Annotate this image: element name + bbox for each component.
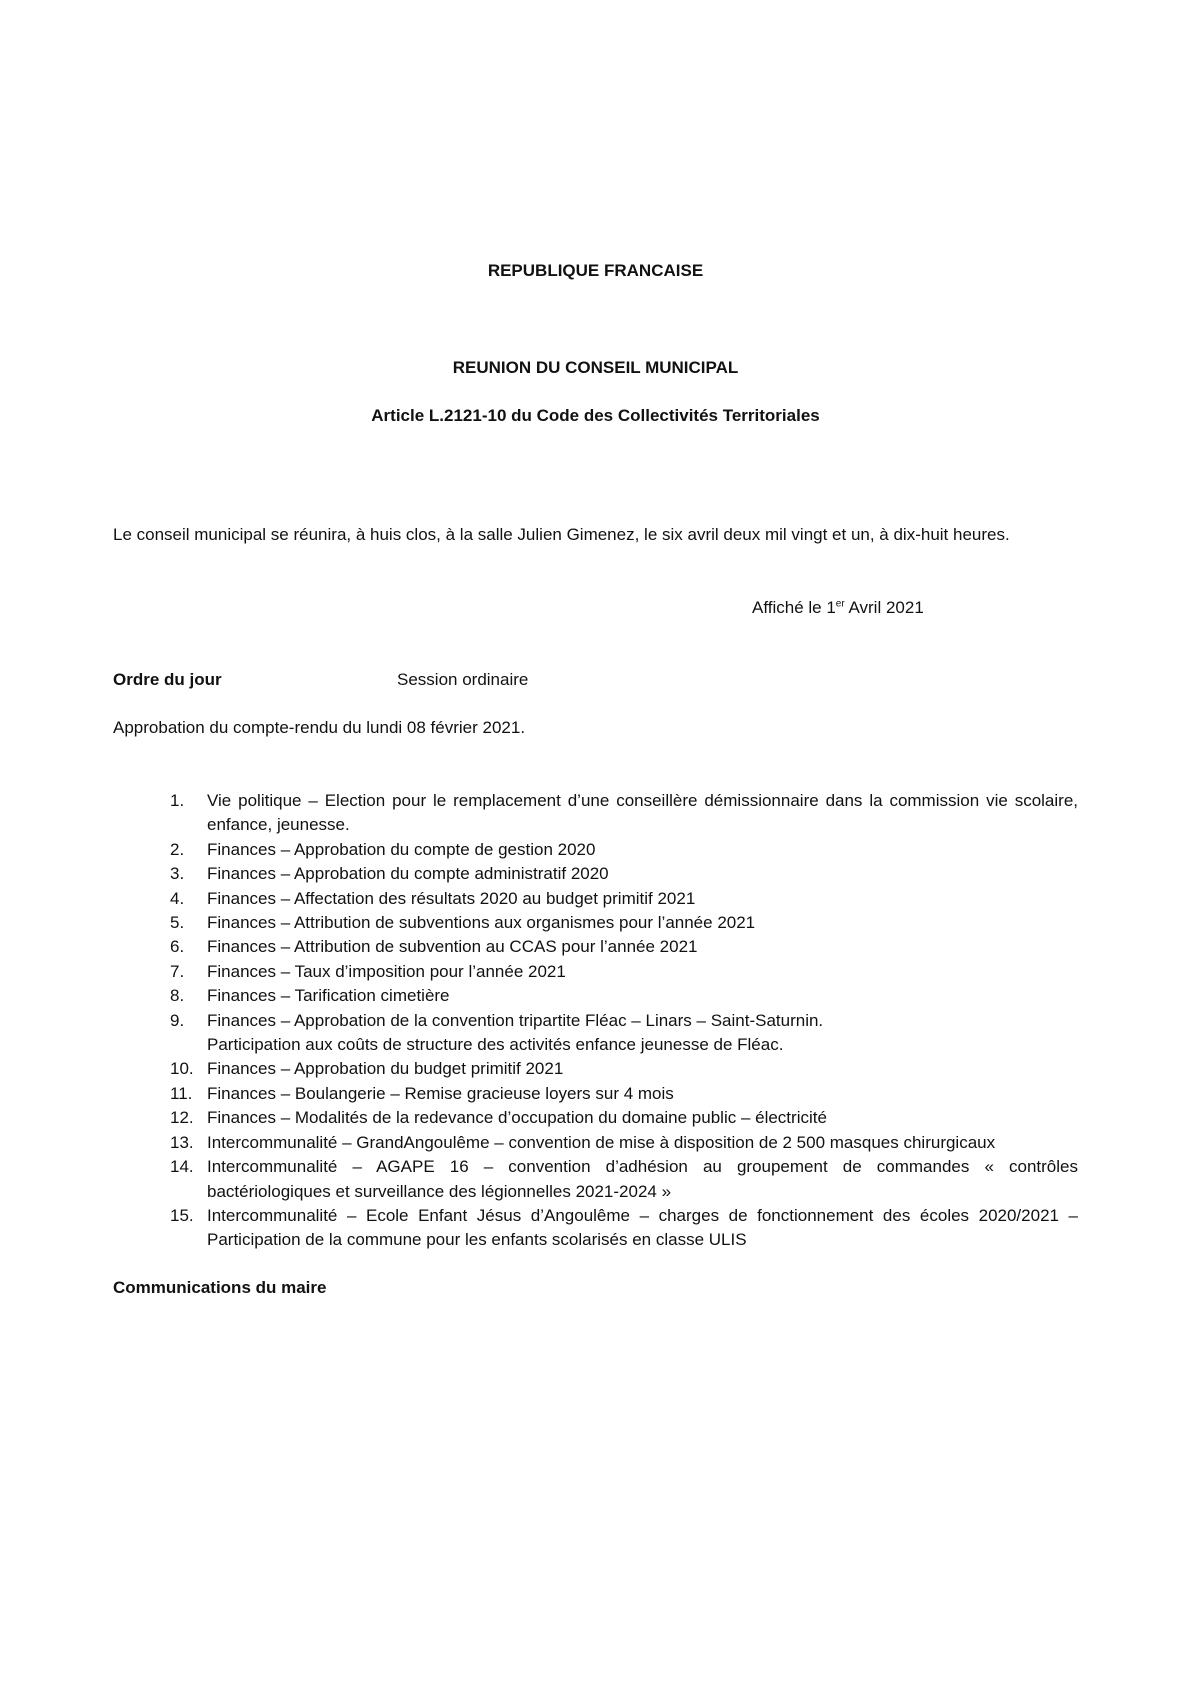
agenda-item [170,838,1078,862]
agenda-item-number: 7. [170,961,185,981]
agenda-item-number: 3. [170,864,185,884]
agenda-item-number: 12. [170,1108,194,1128]
meeting-announcement: Le conseil municipal se réunira, à huis clos, à la salle Julien Gimenez, le six avril deux mil vingt et un, à dix-huit heures. [113,525,1010,544]
agenda-item [170,862,1078,886]
agenda-item-text: Finances – Taux d’imposition pour l’année 2021 [207,961,566,981]
agenda-item [170,935,1078,959]
agenda-item-text: Finances – Modalités de la redevance d’occupation du domaine public – électricité [207,1108,827,1128]
agenda-item [170,1009,1078,1058]
agenda-item-number: 13. [170,1132,194,1152]
agenda-item [170,1082,1078,1106]
agenda-item [170,1155,1078,1204]
agenda-item-text: Intercommunalité – AGAPE 16 – convention d’adhésion au groupement de commandes « contrôles bactériologiques et surveillance des légionnelles 2021-2024 » [207,1157,1078,1201]
agenda-item [170,960,1078,984]
agenda-item-number: 6. [170,937,185,957]
agenda-item [170,911,1078,935]
agenda-item-number: 11. [170,1083,193,1103]
agenda-item [170,1106,1078,1130]
agenda-item-number: 15. [170,1205,194,1225]
minutes-approval: Approbation du compte-rendu du lundi 08 février 2021. [113,718,526,737]
posted-date-prefix: Affiché le 1 [752,598,836,617]
agenda-item-number: 1. [170,791,185,810]
posted-date-suffix: Avril 2021 [844,598,924,617]
agenda-item [170,789,1078,838]
agenda-item-number: 8. [170,986,185,1006]
agenda-label: Ordre du jour [113,670,222,689]
agenda-item-text: Finances – Approbation du compte de gestion 2020 [207,839,596,859]
republic-heading: REPUBLIQUE FRANCAISE [487,261,704,280]
agenda-item-text: Finances – Boulangerie – Remise gracieuse loyers sur 4 mois [207,1083,674,1103]
agenda-item-text: Intercommunalité – Ecole Enfant Jésus d’Angoulême – charges de fonctionnement des écoles 2020/2021 – Participation de la commune pour les enfants scolarisés en classe ULIS [207,1205,1078,1250]
meeting-title: REUNION DU CONSEIL MUNICIPAL [452,358,739,377]
agenda-item-number: 9. [170,1010,185,1030]
posted-date [752,596,924,620]
agenda-item-text: Finances – Approbation du compte administratif 2020 [207,864,609,884]
article-reference: Article L.2121-10 du Code des Collectivités Territoriales [371,406,820,425]
agenda-item-text: Vie politique – Election pour le remplacement d’une conseillère démissionnaire dans la commission vie scolaire, enfance, jeunesse. [207,791,1078,835]
agenda-item-number: 10. [170,1059,194,1079]
mayor-communications-heading: Communications du maire [113,1278,327,1297]
agenda-item [170,1057,1078,1081]
agenda-item-number: 5. [170,913,185,933]
agenda-item-text: Finances – Approbation du budget primitif 2021 [207,1059,564,1079]
agenda-list [170,789,1078,1253]
agenda-item [170,1131,1078,1155]
agenda-item-number: 14. [170,1157,194,1177]
agenda-item-text-continued: Participation aux coûts de structure des activités enfance jeunesse de Fléac. [207,1035,784,1055]
session-type: Session ordinaire [397,670,529,689]
agenda-item [170,984,1078,1008]
agenda-item-text: Finances – Attribution de subventions aux organismes pour l’année 2021 [207,913,756,933]
agenda-header [113,668,528,692]
agenda-item-text: Intercommunalité – GrandAngoulême – convention de mise à disposition de 2 500 masques chirurgicaux [207,1132,996,1152]
agenda-item [170,887,1078,911]
agenda-item-text: Finances – Approbation de la convention tripartite Fléac – Linars – Saint-Saturnin. [207,1010,824,1030]
agenda-item-number: 2. [170,839,185,859]
posted-date-superscript: er [835,598,845,610]
agenda-item-text: Finances – Tarification cimetière [207,986,450,1006]
agenda-item [170,1204,1078,1253]
agenda-item-text: Finances – Attribution de subvention au CCAS pour l’année 2021 [207,937,698,957]
agenda-item-number: 4. [170,888,185,908]
agenda-item-text: Finances – Affectation des résultats 2020 au budget primitif 2021 [207,888,696,908]
